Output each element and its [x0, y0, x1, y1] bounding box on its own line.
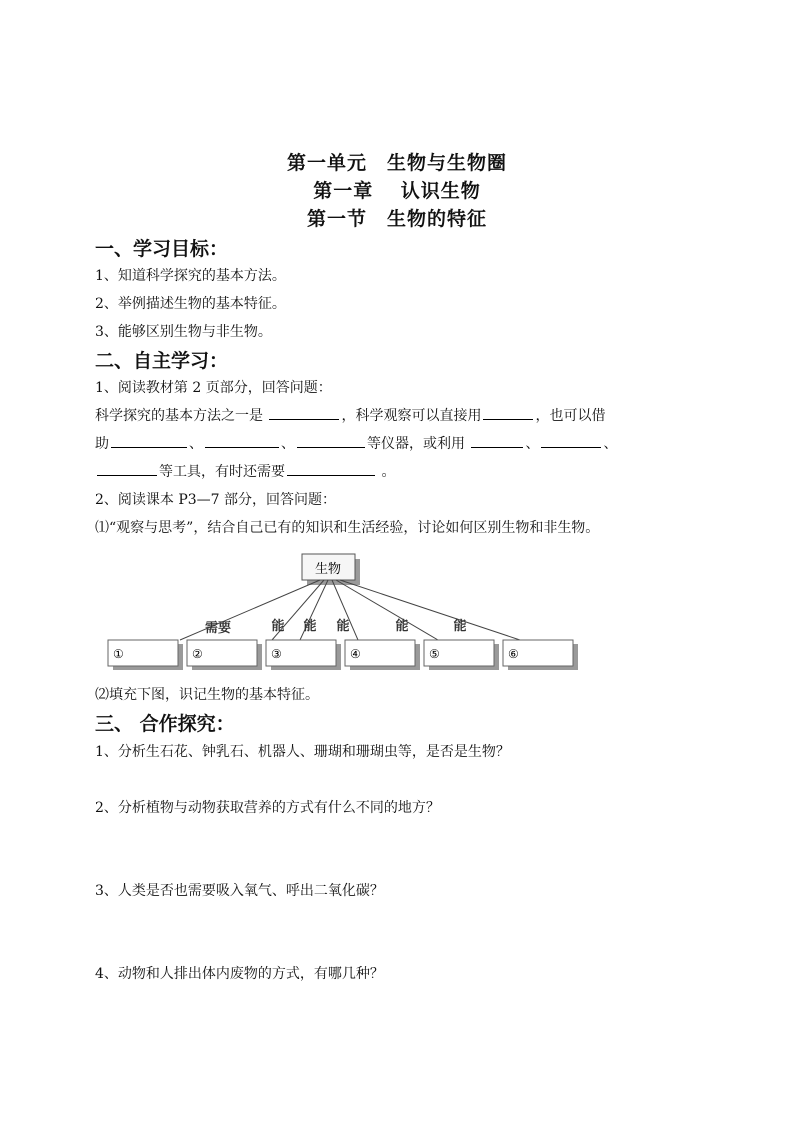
fill-blank[interactable]	[483, 405, 533, 420]
fill-blank[interactable]	[269, 405, 339, 420]
fill-line-2	[95, 433, 617, 453]
self-study-q2b: ⑵填充下图，识记生物的基本特征。	[95, 687, 319, 703]
edge-label-need: 需要	[204, 621, 232, 636]
goal-item-2: 2、举例描述生物的基本特征。	[95, 296, 286, 312]
fill-text: 科学探究的基本方法之一是	[95, 408, 263, 424]
answer-box-4[interactable]	[345, 640, 420, 670]
root-node	[302, 554, 360, 585]
fill-text: 等仪器，或利用	[367, 436, 465, 452]
answer-boxes	[108, 640, 578, 670]
unit-title: 第一单元 生物与生物圈	[286, 152, 507, 174]
edge-label-can: 能	[271, 619, 285, 634]
edge-label-can: 能	[395, 619, 409, 634]
heading-cooperative-inquiry: 三、 合作探究：	[95, 713, 235, 735]
section-title: 第一节 生物的特征	[306, 208, 487, 230]
self-study-q2a: ⑴“观察与思考”，结合自己已有的知识和生活经验，讨论如何区别生物和非生物。	[95, 520, 600, 536]
answer-box-5[interactable]	[424, 640, 499, 670]
fill-blank[interactable]	[297, 433, 365, 448]
fill-line-1	[95, 405, 605, 425]
fill-blank[interactable]	[287, 461, 375, 476]
self-study-q2: 2、阅读课本 P3—7 部分，回答问题：	[95, 492, 337, 508]
goal-item-3: 3、能够区别生物与非生物。	[95, 324, 272, 340]
box-number: ④	[350, 647, 361, 661]
fill-text: 、	[189, 436, 203, 452]
edge-label-can: 能	[453, 619, 467, 634]
box-number: ⑤	[429, 647, 440, 661]
fill-line-3	[95, 461, 395, 481]
inquiry-q3: 3、人类是否也需要吸入氧气、呼出二氧化碳？	[95, 883, 384, 899]
goal-item-1: 1、知道科学探究的基本方法。	[95, 268, 286, 284]
answer-box-3[interactable]	[266, 640, 341, 670]
box-number: ③	[271, 647, 282, 661]
fill-blank[interactable]	[111, 433, 187, 448]
answer-box-6[interactable]	[503, 640, 578, 670]
inquiry-q2: 2、分析植物与动物获取营养的方式有什么不同的地方？	[95, 800, 440, 816]
fill-blank[interactable]	[205, 433, 279, 448]
features-diagram	[0, 548, 794, 678]
fill-blank[interactable]	[97, 461, 157, 476]
fill-text: ，科学观察可以直接用	[341, 408, 482, 424]
box-number: ②	[192, 647, 203, 661]
edge-label-can: 能	[303, 619, 317, 634]
heading-self-study: 二、自主学习：	[95, 350, 229, 372]
fill-text: 、	[603, 436, 618, 452]
fill-text: 助	[95, 436, 109, 452]
answer-box-2[interactable]	[187, 640, 262, 670]
inquiry-q1: 1、分析生石花、钟乳石、机器人、珊瑚和珊瑚虫等，是否是生物？	[95, 744, 510, 760]
fill-blank[interactable]	[541, 433, 601, 448]
box-number: ①	[113, 647, 124, 661]
fill-text: 、	[525, 436, 540, 452]
fill-text: 等工具，有时还需要	[159, 464, 285, 480]
chapter-title: 第一章 认识生物	[313, 180, 481, 202]
self-study-q1: 1、阅读教材第 2 页部分，回答问题：	[95, 380, 332, 396]
fill-text: 。	[381, 464, 396, 480]
box-number: ⑥	[508, 647, 519, 661]
fill-text: 、	[281, 436, 295, 452]
root-label: 生物	[314, 562, 342, 577]
fill-text: ，也可以借	[535, 408, 606, 424]
fill-blank[interactable]	[471, 433, 523, 448]
answer-box-1[interactable]	[108, 640, 183, 670]
edge-label-can: 能	[336, 619, 350, 634]
heading-learning-goals: 一、学习目标：	[95, 238, 229, 260]
inquiry-q4: 4、动物和人排出体内废物的方式，有哪几种？	[95, 966, 384, 982]
